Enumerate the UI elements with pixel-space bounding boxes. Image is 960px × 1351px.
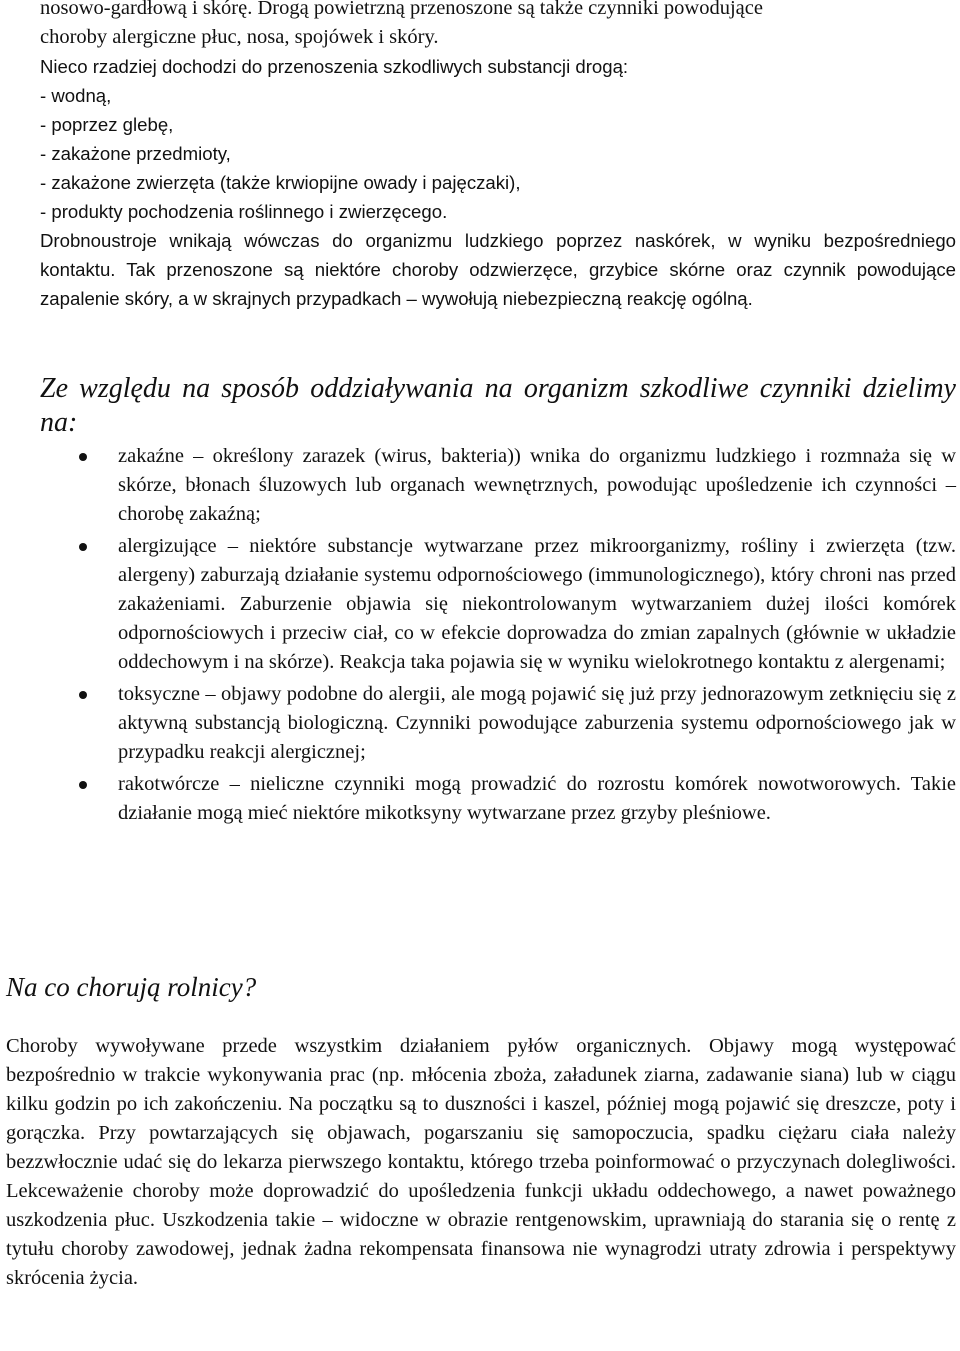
- intro-line-1: nosowo-gardłową i skórę. Drogą powietrzną przenoszone są także czynniki powodujące: [40, 0, 763, 19]
- list-item-text: zakaźne – określony zarazek (wirus, bakteria)) wnika do organizmu ludzkiego i rozmnaża się w skórze, błonach śluzowych lub organach wewnętrznych, powodując upośledzenie ich czynności – chorobę zakaźną;: [118, 445, 956, 525]
- intro-line-2: choroby alergiczne płuc, nosa, spojówek i skóry.: [40, 26, 439, 48]
- section-2-paragraph: Choroby wywoływane przede wszystkim działaniem pyłów organicznych. Objawy mogą występować bezpośrednio w trakcie wykonywania prac (np. młócenia zboża, załadunek ziarna, zadawanie siana) lub w ciągu kilku godzin po ich zakończeniu. Na początku są to duszności i kaszel, później mogą pojawić się dreszcze, poty i gorączka. Przy powtarzających się objawach, pogarszaniu się samopoczucia, spadku ciężaru ciała należy bezzwłocznie udać się do lekarza pierwszego kontaktu, którego trzeba poinformować o przyczynach dolegliwości. Lekceważenie choroby może doprowadzić do upośledzenia funkcji układu oddechowego, a nawet poważnego uszkodzenia płuc. Uszkodzenia takie – widoczne w obrazie rentgenowskim, uprawniają do starania się o rentę z tytułu choroby zawodowej, jednak żadna rekompensata finansowa nie wynagrodzi utraty zdrowia i perspektywy skrócenia życia.: [6, 1035, 956, 1289]
- routes-block: [40, 52, 956, 226]
- bullet-icon: [79, 543, 87, 551]
- list-item-text: rakotwórcze – nieliczne czynniki mogą prowadzić do rozrostu komórek nowotworowych. Takie działanie mogą mieć niektóre mikotksyny wytwarzane przez grzyby pleśniowe.: [118, 773, 956, 824]
- bullet-icon: [79, 691, 87, 699]
- section-1-heading: Ze względu na sposób oddziaływania na organizm szkodliwe czynniki dzielimy na:: [40, 373, 956, 438]
- list-item-alergizujace: [78, 532, 956, 677]
- list-item-zakazne: [78, 442, 956, 529]
- routes-intro: Nieco rzadziej dochodzi do przenoszenia szkodliwych substancji drogą:: [40, 56, 629, 77]
- route-item: - wodną,: [40, 85, 112, 106]
- intro-top-lines: [40, 0, 956, 52]
- intro-paragraph: Drobnoustroje wnikają wówczas do organizmu ludzkiego poprzez naskórek, w wyniku bezpośredniego kontaktu. Tak przenoszone są niektóre choroby odzwierzęce, grzybice skórne oraz czynnik powodujące zapalenie skóry, a w skrajnych przypadkach – wywołują niebezpieczną reakcję ogólną.: [40, 230, 956, 309]
- list-item-text: toksyczne – objawy podobne do alergii, ale mogą pojawić się już przy jednorazowym zetknięciu się z aktywną substancją biologiczną. Czynniki powodujące zaburzenia systemu odpornościowego jak w przypadku reakcji alergicznej;: [118, 683, 956, 763]
- route-item: - poprzez glebę,: [40, 114, 174, 135]
- bullet-icon: [79, 781, 87, 789]
- section-2-heading: Na co chorują rolnicy?: [6, 972, 257, 1002]
- list-item-toksyczne: [78, 680, 956, 767]
- list-item-rakotworcze: [78, 770, 956, 828]
- route-item: - zakażone zwierzęta (także krwiopijne owady i pajęczaki),: [40, 172, 521, 193]
- bullet-icon: [79, 453, 87, 461]
- route-item: - zakażone przedmioty,: [40, 143, 231, 164]
- list-item-text: alergizujące – niektóre substancje wytwarzane przez mikroorganizmy, rośliny i zwierzęta (tzw. alergeny) zaburzają działanie systemu odpornościowego (immunologicznego), który chroni nas przed zakażeniami. Zaburzenie objawia się niekontrolowanym wytwarzaniem dużej ilości komórek odpornościowych i przeciw ciał, co w efekcie doprowadza do zmian zapalnych (głównie w układzie oddechowym i na skórze). Reakcja taka pojawia się w wyniku wielokrotnego kontaktu z alergenami;: [118, 535, 956, 673]
- factor-list: [78, 442, 956, 831]
- route-item: - produkty pochodzenia roślinnego i zwierzęcego.: [40, 201, 448, 222]
